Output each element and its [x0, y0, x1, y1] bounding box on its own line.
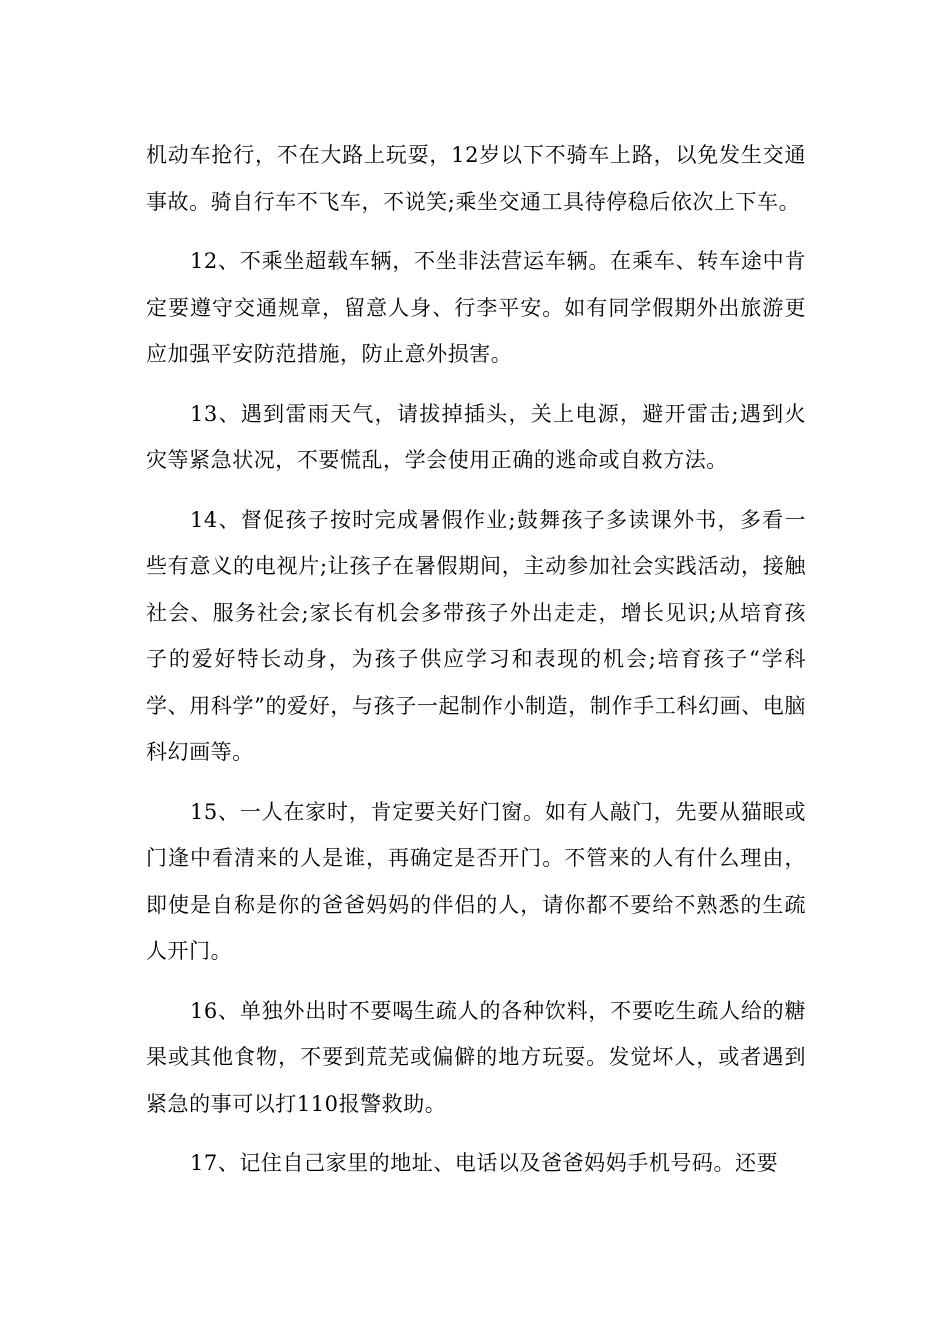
- document-page: [146, 132, 806, 1200]
- paragraph-item-17: 17、记住自己家里的地址、电话以及爸爸妈妈手机号码。还要: [190, 1151, 779, 1175]
- paragraph-item-13: 13、遇到雷雨天气，请拔掉插头，关上电源，避开雷击;遇到火灾等紧急状况，不要慌乱，学会使用正确的逃命或自救方法。: [146, 401, 806, 472]
- paragraph-item-14: 14、督促孩子按时完成暑假作业;鼓舞孩子多读课外书，多看一些有意义的电视片;让孩子在暑假期间，主动参加社会实践活动，接触社会、服务社会;家长有机会多带孩子外出走走，增长见识;从培育孩子的爱好特长动身，为孩子供应学习和表现的机会;培育孩子“学科学、用科学”的爱好，与孩子一起制作小制造，制作手工科幻画、电脑科幻画等。: [146, 507, 806, 764]
- paragraph-continuation: 机动车抢行，不在大路上玩耍，12岁以下不骑车上路，以免发生交通事故。骑自行车不飞车，不说笑;乘坐交通工具待停稳后依次上下车。: [146, 143, 806, 214]
- paragraph-item-15: 15、一人在家时，肯定要关好门窗。如有人敲门，先要从猫眼或门逢中看清来的人是谁，再确定是否开门。不管来的人有什么理由，即使是自称是你的爸爸妈妈的伴侣的人，请你都不要给不熟悉的生疏人开门。: [146, 799, 806, 963]
- paragraph-item-12: 12、不乘坐超载车辆，不坐非法营运车辆。在乘车、转车途中肯定要遵守交通规章，留意人身、行李平安。如有同学假期外出旅游更应加强平安防范措施，防止意外损害。: [146, 249, 806, 366]
- paragraph-item-16: 16、单独外出时不要喝生疏人的各种饮料，不要吃生疏人给的糖果或其他食物，不要到荒芜或偏僻的地方玩耍。发觉坏人，或者遇到紧急的事可以打110报警救助。: [146, 998, 806, 1116]
